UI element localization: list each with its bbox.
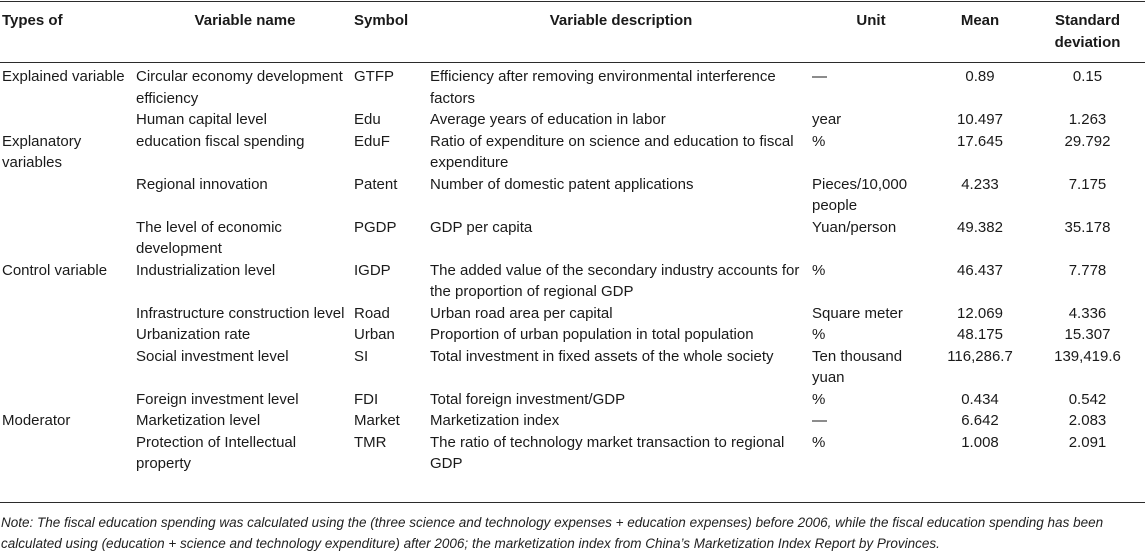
header-symbol: Symbol	[354, 12, 409, 29]
cell-mean: 46.437	[957, 261, 1003, 279]
table-row	[0, 217, 1145, 260]
cell-symbol: PGDP	[354, 218, 397, 236]
cell-variable-name: Circular economy development efficiency	[136, 68, 343, 107]
cell-symbol: TMR	[354, 433, 387, 451]
table-row	[0, 131, 1145, 174]
cell-unit: Pieces/10,000 people	[812, 175, 908, 214]
cell-unit: Yuan/person	[812, 218, 897, 236]
cell-standard-deviation: 7.778	[1068, 261, 1107, 279]
cell-mean: 10.497	[957, 111, 1003, 128]
cell-variable-description: Number of domestic patent applications	[430, 175, 694, 193]
cell-type: Explanatory variables	[2, 132, 82, 171]
cell-mean: 48.175	[957, 326, 1003, 343]
cell-variable-description: Proportion of urban population in total population	[430, 326, 754, 343]
cell-type	[0, 432, 136, 475]
cell-symbol: Patent	[354, 175, 398, 193]
cell-symbol: SI	[354, 347, 369, 365]
cell-type: Explained variable	[2, 68, 125, 85]
cell-type	[0, 389, 136, 411]
cell-unit: %	[812, 261, 826, 279]
cell-variable-name: Industrialization level	[136, 261, 276, 279]
cell-mean: 0.434	[961, 390, 999, 408]
cell-type	[0, 346, 136, 389]
header-mean: Mean	[960, 12, 1000, 29]
cell-type	[0, 324, 136, 346]
cell-standard-deviation: 0.15	[1072, 68, 1103, 85]
cell-variable-name: Human capital level	[136, 111, 267, 128]
cell-standard-deviation: 7.175	[1068, 175, 1107, 193]
table-row	[0, 389, 1145, 411]
cell-standard-deviation: 0.542	[1068, 390, 1107, 408]
table-row	[0, 346, 1145, 389]
cell-variable-name: Protection of Intellectual property	[136, 433, 297, 472]
table-top-rule	[0, 1, 1145, 2]
cell-variable-description: Average years of education in labor	[430, 111, 666, 128]
cell-unit: —	[812, 68, 827, 85]
cell-variable-description: Ratio of expenditure on science and education to fiscal expenditure	[430, 132, 794, 171]
table-row	[0, 174, 1145, 217]
header-standard-deviation: Standard deviation	[1054, 12, 1121, 51]
table-row	[0, 109, 1145, 131]
header-types: Types of	[2, 12, 63, 29]
cell-variable-description: The added value of the secondary industry accounts for the proportion of regional GDP	[430, 261, 800, 300]
cell-type	[0, 217, 136, 260]
cell-standard-deviation: 29.792	[1064, 132, 1111, 150]
table-row	[0, 432, 1145, 475]
cell-mean: 4.233	[961, 175, 999, 193]
cell-symbol: EduF	[354, 132, 390, 150]
cell-standard-deviation: 139,419.6	[1054, 347, 1121, 365]
cell-symbol: Market	[354, 412, 400, 429]
table-row	[0, 260, 1145, 303]
cell-mean: 6.642	[961, 412, 999, 429]
cell-mean: 1.008	[961, 433, 999, 451]
cell-symbol: Edu	[354, 111, 381, 128]
header-variable-description: Variable description	[549, 12, 693, 29]
cell-symbol: IGDP	[354, 261, 391, 279]
cell-type: Control variable	[2, 261, 108, 279]
cell-variable-description: Urban road area per capital	[430, 304, 613, 322]
cell-standard-deviation: 2.091	[1068, 433, 1107, 451]
cell-variable-name: Marketization level	[136, 412, 261, 429]
cell-variable-name: Urbanization rate	[136, 326, 251, 343]
cell-unit: %	[812, 326, 826, 343]
cell-unit: —	[812, 412, 827, 429]
cell-unit: %	[812, 390, 826, 408]
cell-type	[0, 109, 136, 131]
cell-variable-description: Total foreign investment/GDP	[430, 390, 626, 408]
cell-symbol: Urban	[354, 326, 395, 343]
cell-mean: 49.382	[957, 218, 1003, 236]
cell-standard-deviation: 1.263	[1068, 111, 1107, 128]
table-row	[0, 303, 1145, 325]
cell-mean: 12.069	[957, 304, 1003, 322]
variables-table	[0, 3, 1145, 475]
cell-symbol: FDI	[354, 390, 379, 408]
cell-variable-name: education fiscal spending	[136, 132, 305, 150]
cell-unit: %	[812, 132, 826, 150]
cell-type	[0, 174, 136, 217]
cell-standard-deviation: 35.178	[1064, 218, 1111, 236]
table-header-row	[0, 3, 1145, 61]
header-unit: Unit	[856, 12, 886, 29]
cell-mean: 0.89	[965, 68, 995, 85]
cell-unit: year	[812, 111, 842, 128]
cell-standard-deviation: 2.083	[1068, 412, 1107, 429]
cell-symbol: GTFP	[354, 68, 394, 85]
cell-type	[0, 303, 136, 325]
cell-variable-name: Foreign investment level	[136, 390, 299, 408]
cell-mean: 17.645	[957, 132, 1003, 150]
cell-standard-deviation: 4.336	[1068, 304, 1107, 322]
cell-symbol: Road	[354, 304, 390, 322]
cell-variable-name: Regional innovation	[136, 175, 268, 193]
cell-variable-description: GDP per capita	[430, 218, 533, 236]
table-note: Note: The fiscal education spending was calculated using the (three science and technology expenses + education expenses) before 2006, while the fiscal education spending has been calculated using (education + science and technology expenditure) after 2006; the marketization index from China’s Marketization Index Report by Provinces.	[1, 515, 1104, 551]
table-body	[0, 61, 1145, 475]
cell-unit: Ten thousand yuan	[812, 347, 903, 386]
cell-variable-description: Efficiency after removing environmental interference factors	[430, 68, 776, 107]
table-row	[0, 324, 1145, 346]
cell-unit: Square meter	[812, 304, 903, 322]
table-row	[0, 410, 1145, 432]
cell-mean: 116,286.7	[947, 347, 1013, 365]
cell-variable-name: Infrastructure construction level	[136, 304, 345, 322]
cell-unit: %	[812, 433, 826, 451]
cell-variable-description: The ratio of technology market transaction to regional GDP	[430, 433, 785, 472]
cell-type: Moderator	[2, 412, 71, 429]
cell-variable-name: The level of economic development	[136, 218, 282, 257]
table-bottom-rule	[0, 502, 1145, 503]
cell-variable-name: Social investment level	[136, 347, 289, 365]
cell-standard-deviation: 15.307	[1064, 326, 1111, 343]
table-row	[0, 61, 1145, 109]
header-variable-name: Variable name	[194, 12, 296, 29]
cell-variable-description: Marketization index	[430, 412, 560, 429]
cell-variable-description: Total investment in fixed assets of the whole society	[430, 347, 774, 365]
